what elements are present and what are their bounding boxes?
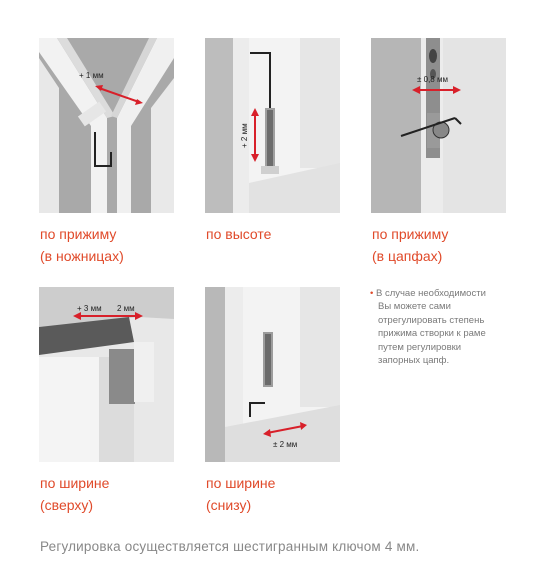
caption-line: по ширине [206, 475, 276, 491]
caption-line: (сверху) [40, 497, 94, 513]
photo-scissors [39, 38, 174, 213]
measure-label: + 1 мм [79, 71, 104, 80]
caption-line: по прижиму [372, 226, 449, 242]
caption-line: (снизу) [206, 497, 252, 513]
note-line: Вы можете сами [378, 301, 451, 313]
caption-pins [372, 223, 448, 267]
measure-label: + 3 мм [77, 304, 102, 313]
caption-line: (в цапфах) [372, 248, 443, 264]
note-line: прижима створки к раме [378, 328, 486, 340]
note-line: отрегулировать степень [378, 314, 485, 326]
note-line: путем регулировки [378, 341, 462, 353]
caption-width-bottom [206, 472, 275, 516]
hex-key-footer: Регулировка осуществляется шестигранным ключом 4 мм. [40, 539, 420, 554]
caption-line: по высоте [206, 226, 272, 242]
photo-height [205, 38, 340, 213]
measure-label: ± 2 мм [273, 440, 298, 449]
measure-label: + 2 мм [240, 123, 249, 148]
caption-scissors [40, 223, 124, 267]
note-line: запорных цапф. [378, 355, 450, 367]
caption-line: по ширине [40, 475, 110, 491]
note-line: • В случае необходимости [370, 288, 486, 299]
photo-width-top [39, 287, 174, 462]
caption-width-top [40, 472, 109, 516]
photo-width-bottom [205, 287, 340, 462]
caption-height [206, 223, 271, 245]
caption-line: по прижиму [40, 226, 117, 242]
caption-line: (в ножницах) [40, 248, 124, 264]
pin-adjustment-note [370, 287, 520, 367]
photo-pins [371, 38, 506, 213]
bullet-icon: • [370, 288, 374, 299]
measure-label: ± 0,8 мм [417, 75, 448, 84]
measure-label: 2 мм [117, 304, 135, 313]
